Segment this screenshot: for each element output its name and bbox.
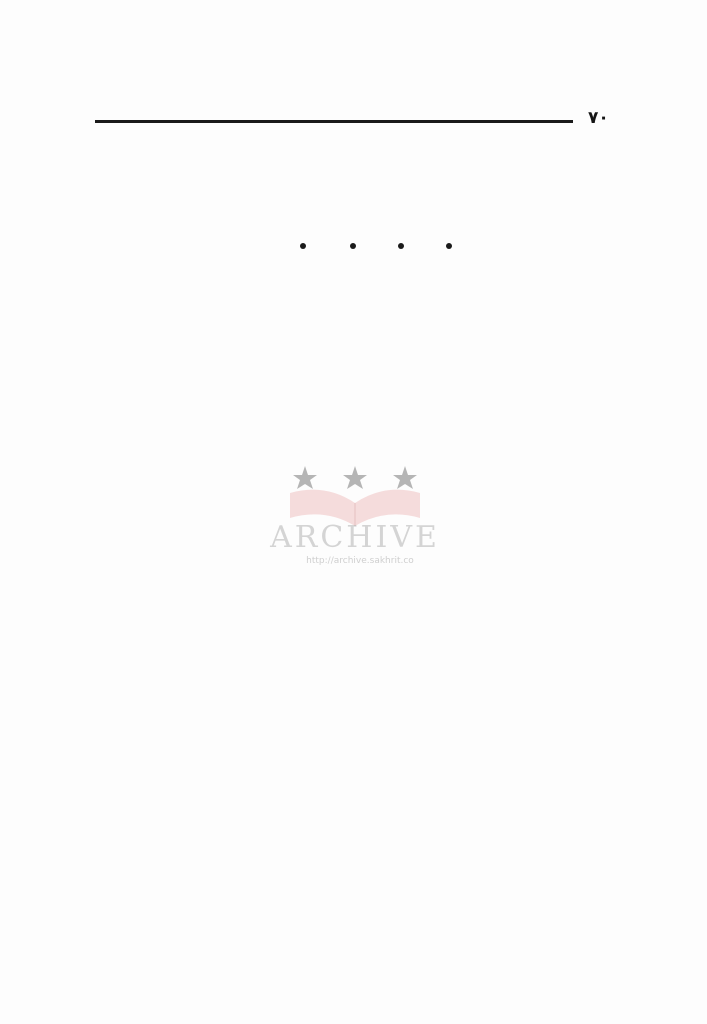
separator-dot (350, 243, 356, 249)
header-rule (95, 120, 573, 123)
separator-dot (446, 243, 452, 249)
watermark-star (343, 466, 367, 489)
watermark-star (293, 466, 317, 489)
separator-dot (300, 243, 306, 249)
watermark-url: http://archive.sakhrit.co (306, 556, 414, 566)
watermark-star (393, 466, 417, 489)
separator-dot (398, 243, 404, 249)
watermark-text: ARCHIVE (270, 520, 440, 555)
archive-watermark-logo (275, 448, 435, 588)
page-number: ٧٠ (588, 108, 609, 128)
